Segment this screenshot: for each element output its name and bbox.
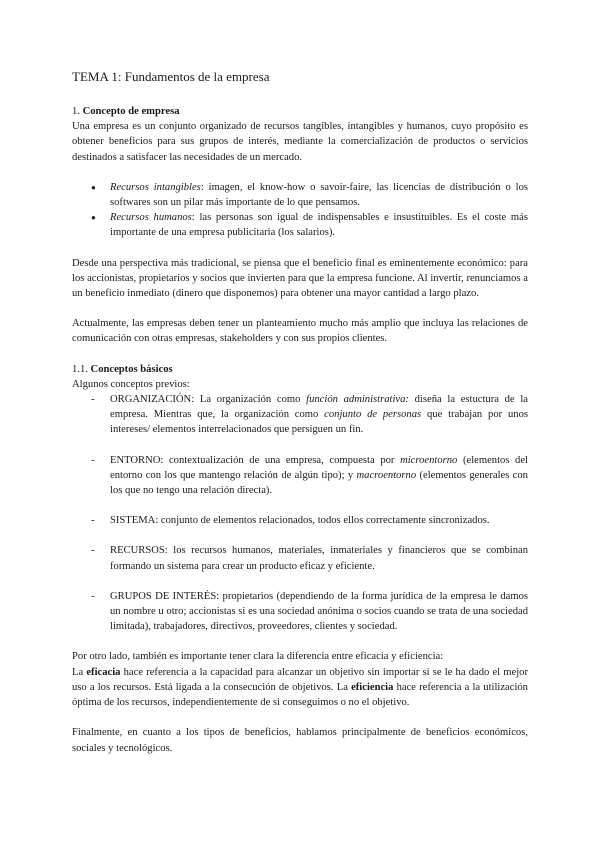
section-number: 1. xyxy=(72,106,83,117)
list-item-sistema: - SISTEMA: conjunto de elementos relacionados, todos ellos correctamente sincronizados. xyxy=(91,513,528,528)
list-item-grupos: - GRUPOS DE INTERÉS: propietarios (dependiendo de la forma jurídica de la empresa le damos un nombre u otro; accionistas si es una sociedad anónima o socios cuando se trata de una sociedad limitada), trabajadores, directivos, proveedores, clientes y sociedad. xyxy=(91,589,528,635)
page-title: TEMA 1: Fundamentos de la empresa xyxy=(72,69,270,84)
text-run: La xyxy=(72,666,87,678)
text-run: que trabajan por unos intereses/ elementos interrelacionados que persiguen un fin. xyxy=(110,409,528,436)
list-item-term: Recursos intangibles xyxy=(110,181,201,193)
text-run: hace referencia a la utilización óptima de los recursos, independientemente de si conseguimos o no el objetivo. xyxy=(72,681,528,709)
document-page xyxy=(72,68,528,756)
list-item xyxy=(91,210,528,240)
list-item-text: : las personas son igual de indispensables e insustituibles. Es el coste más importante de una empresa publicitaria (los salarios). xyxy=(110,212,528,239)
section-title: Conceptos básicos xyxy=(90,363,173,375)
paragraph-efficiency xyxy=(72,665,528,711)
list-item xyxy=(91,180,528,210)
text-run-italic: macroentorno xyxy=(356,469,417,481)
section-title: Concepto de empresa xyxy=(82,106,180,117)
text-run: ENTORNO: contextualización de una empresa, compuesta por xyxy=(110,454,401,466)
concepts-list xyxy=(72,392,528,634)
text-run: (elementos generales con los que no tengo una relación directa). xyxy=(110,469,528,497)
paragraph-concepts-intro: Algunos conceptos previos: xyxy=(72,378,190,390)
section-number: 1.1. xyxy=(72,363,91,375)
section-heading-1-1 xyxy=(72,362,528,377)
text-run: hace referencia a la capacidad para alcanzar un objetivo sin importar si se le ha dado el mejor uso a los recursos. Está ligada a la consecución de objetivos. La xyxy=(72,666,528,693)
text-run-bold: eficiencia xyxy=(351,681,394,693)
text-run-italic: función administrativa: xyxy=(306,394,409,406)
paragraph-intro: Una empresa es un conjunto organizado de recursos tangibles, intangibles y humanos, cuyo propósito es obtener beneficios para sus grupos de interés, mediante la comercialización de productos o servicios destinados a satisfacer las necesidades de un mercado. xyxy=(72,121,528,163)
text-run-bold: eficacia xyxy=(86,666,121,678)
text-run: (elementos del entorno con los que mantengo relación de algún tipo); y xyxy=(110,454,528,481)
paragraph-final: Finalmente, en cuanto a los tipos de beneficios, hablamos principalmente de beneficios económicos, sociales y tecnológicos. xyxy=(72,727,528,754)
list-item-entorno xyxy=(91,453,528,499)
paragraph-current: Actualmente, las empresas deben tener un planteamiento mucho más amplio que incluya las relaciones de comunicación con otras empresas, stakeholders y con sus propios clientes. xyxy=(72,318,528,345)
text-run-italic: conjunto de personas xyxy=(324,409,422,421)
list-item-recursos: - RECURSOS: los recursos humanos, materiales, inmateriales y financieros que se combinan formando un sistema para crear un producto eficaz y eficiente. xyxy=(91,543,528,573)
section-heading-1 xyxy=(72,104,528,119)
list-item-organizacion xyxy=(91,392,528,438)
text-run-italic: microentorno xyxy=(400,454,458,466)
paragraph-traditional: Desde una perspectiva más tradicional, se piensa que el beneficio final es eminentemente económico: para los accionistas, propietarios y socios que invierten para que la empresa funcione. Al invertir, renunciamos a un beneficio inmediato (dinero que disponemos) para obtener una mayor cantidad a largo plazo. xyxy=(72,257,528,300)
resource-list xyxy=(72,180,528,241)
text-run: ORGANIZACIÓN: La organización como xyxy=(110,394,307,406)
text-run: diseña la estuctura de la empresa. Mientras que, la organización como xyxy=(110,394,528,421)
paragraph-efficiency-intro: Por otro lado, también es importante tener clara la diferencia entre eficacia y eficiencia: xyxy=(72,651,444,663)
list-item-text: : imagen, el know-how o savoir-faire, las licencias de distribución o los softwares son un pilar más importante de lo que pensamos. xyxy=(110,181,528,209)
list-item-term: Recursos humanos xyxy=(110,212,192,224)
